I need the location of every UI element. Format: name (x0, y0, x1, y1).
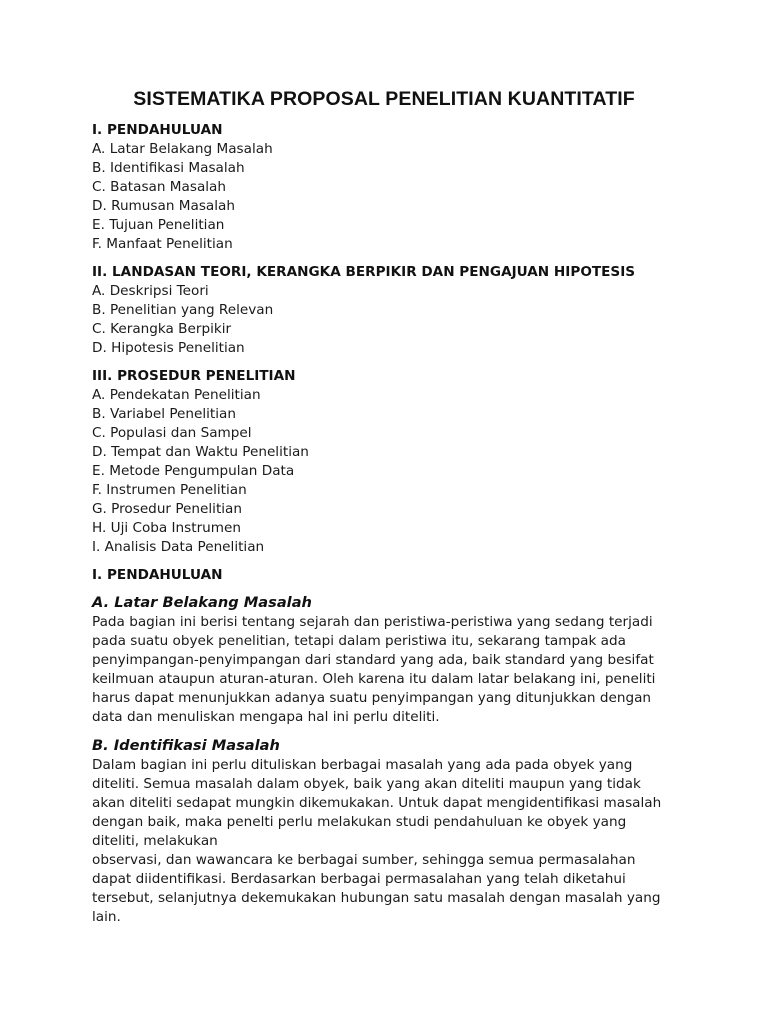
outline-section-prosedur-penelitian (92, 367, 698, 557)
paragraph-line: observasi, dan wawancara ke berbagai sumber, sehingga semua permasalahan (92, 852, 636, 868)
outline-item: I. Analisis Data Penelitian (92, 539, 265, 555)
paragraph-line: lain. (92, 909, 121, 925)
outline-item: F. Instrumen Penelitian (92, 482, 247, 498)
paragraph-line: dapat diidentifikasi. Berdasarkan berbagai permasalahan yang telah diketahui (92, 871, 626, 887)
outline-item: C. Kerangka Berpikir (92, 321, 232, 337)
body-section-heading: I. PENDAHULUAN (92, 567, 223, 583)
outline-item: D. Tempat dan Waktu Penelitian (92, 444, 309, 460)
paragraph-line: dengan baik, maka penelti perlu melakukan studi pendahuluan ke obyek yang (92, 814, 627, 830)
outline-list (92, 140, 698, 254)
outline-item: G. Prosedur Penelitian (92, 501, 243, 517)
paragraph-line: diteliti. Semua masalah dalam obyek, baik yang akan diteliti maupun yang tidak (92, 776, 641, 792)
outline-item: A. Pendekatan Penelitian (92, 387, 261, 403)
outline-item: A. Deskripsi Teori (92, 283, 209, 299)
paragraph-line: akan diteliti sedapat mungkin dikemukakan. Untuk dapat mengidentifikasi masalah (92, 795, 662, 811)
outline-item: E. Tujuan Penelitian (92, 217, 225, 233)
outline-section-landasan-teori (92, 263, 698, 358)
subsection-latar-belakang (92, 593, 698, 727)
outline-item: C. Populasi dan Sampel (92, 425, 252, 441)
outline-item: A. Latar Belakang Masalah (92, 141, 273, 157)
paragraph-line: keilmuan ataupun aturan-aturan. Oleh karena itu dalam latar belakang ini, peneliti (92, 671, 656, 687)
paragraph-line: Pada bagian ini berisi tentang sejarah dan peristiwa-peristiwa yang sedang terjadi (92, 614, 653, 630)
outline-heading: I. PENDAHULUAN (92, 122, 223, 138)
paragraph (92, 756, 692, 927)
outline-section-pendahuluan (92, 121, 698, 254)
outline-item: C. Batasan Masalah (92, 179, 226, 195)
outline-list (92, 386, 698, 557)
outline-list (92, 282, 698, 358)
subsection-identifikasi (92, 736, 698, 927)
subsection-heading: B. Identifikasi Masalah (92, 737, 280, 754)
outline-heading: III. PROSEDUR PENELITIAN (92, 368, 296, 384)
outline-item: D. Rumusan Masalah (92, 198, 235, 214)
paragraph-line: data dan menuliskan mengapa hal ini perlu diteliti. (92, 709, 440, 725)
outline-item: F. Manfaat Penelitian (92, 236, 233, 252)
outline-item: B. Penelitian yang Relevan (92, 302, 274, 318)
outline-item: B. Variabel Penelitian (92, 406, 236, 422)
paragraph-line: Dalam bagian ini perlu dituliskan berbagai masalah yang ada pada obyek yang (92, 757, 633, 773)
paragraph (92, 613, 692, 727)
outline-heading: II. LANDASAN TEORI, KERANGKA BERPIKIR DAN PENGAJUAN HIPOTESIS (92, 264, 636, 280)
paragraph-line: tersebut, selanjutnya dekemukakan hubungan satu masalah dengan masalah yang (92, 890, 661, 906)
paragraph-line: harus dapat menunjukkan adanya suatu penyimpangan yang ditunjukkan dengan (92, 690, 652, 706)
outline-item: D. Hipotesis Penelitian (92, 340, 245, 356)
outline-item: E. Metode Pengumpulan Data (92, 463, 295, 479)
paragraph-line: penyimpangan-penyimpangan dari standard yang ada, baik standard yang besifat (92, 652, 654, 668)
outline-item: H. Uji Coba Instrumen (92, 520, 242, 536)
document-title: SISTEMATIKA PROPOSAL PENELITIAN KUANTITATIF (133, 88, 635, 110)
outline-item: B. Identifikasi Masalah (92, 160, 245, 176)
paragraph-line: pada suatu obyek penelitian, tetapi dalam peristiwa itu, sekarang tampak ada (92, 633, 626, 649)
subsection-heading: A. Latar Belakang Masalah (92, 594, 312, 611)
paragraph-line: diteliti, melakukan (92, 833, 218, 849)
